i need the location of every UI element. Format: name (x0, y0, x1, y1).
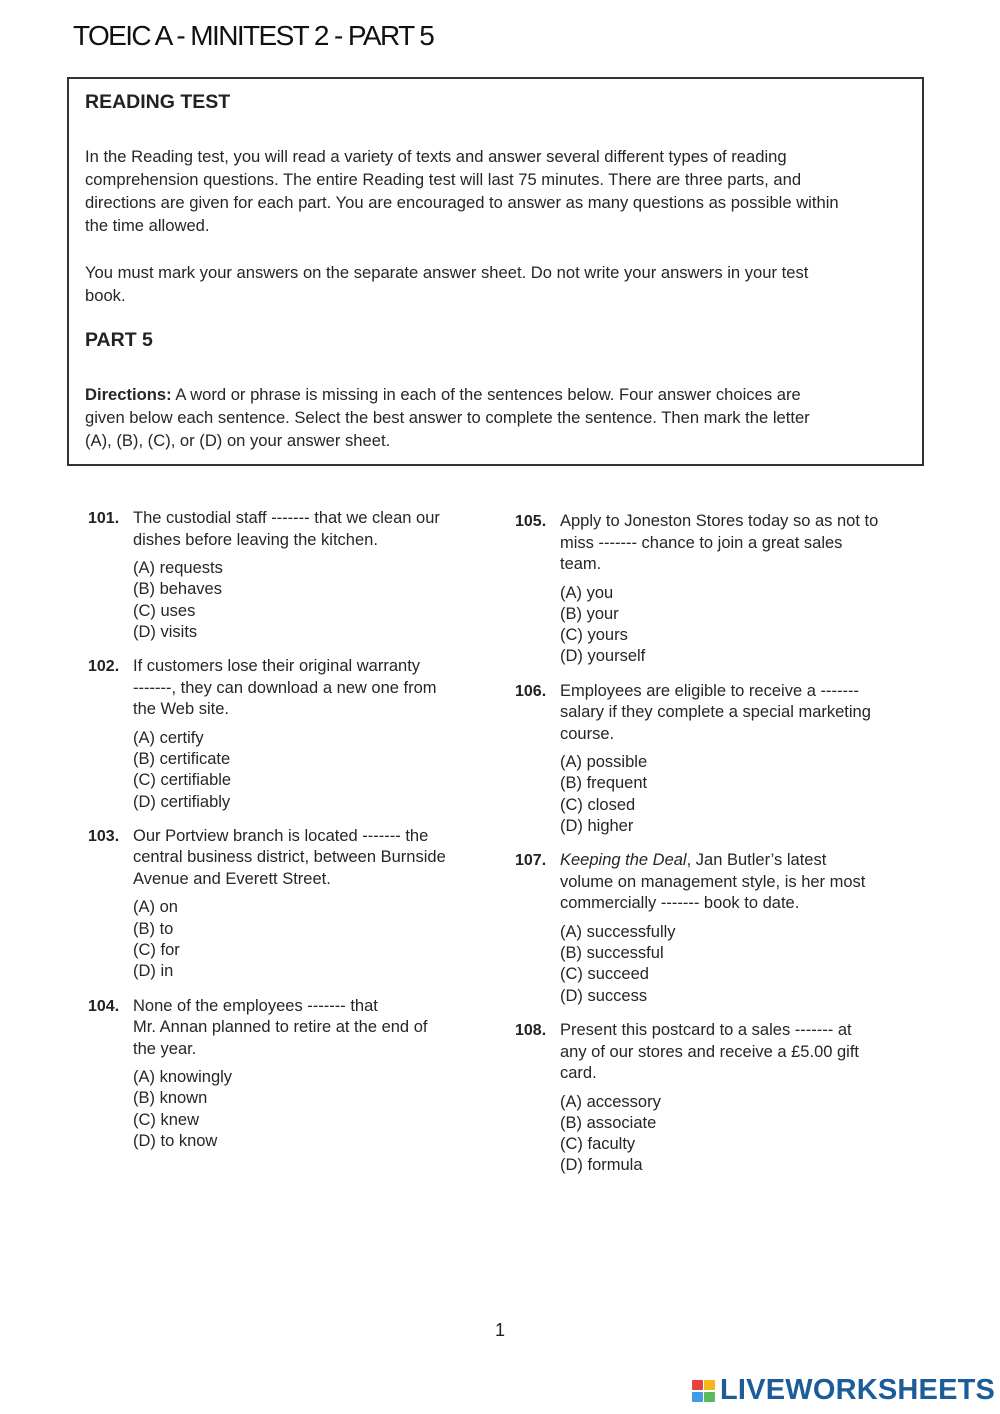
option-d[interactable]: (D) formula (560, 1156, 643, 1175)
option-b[interactable]: (B) frequent (560, 774, 648, 793)
intro-line: the time allowed. (85, 216, 210, 235)
directions-label: Directions: (85, 385, 172, 404)
option-a[interactable]: (A) on (133, 898, 178, 917)
answer-options (133, 728, 488, 813)
option-c[interactable]: (C) succeed (560, 965, 649, 984)
option-b[interactable]: (B) your (560, 604, 619, 623)
question-108 (515, 1020, 915, 1177)
directions-line (85, 383, 915, 406)
question-text: Keeping the Deal, Jan Butler’s latest volume on management style, is her most commercially ------- book to date. (560, 851, 866, 913)
directions-line: given below each sentence. Select the best answer to complete the sentence. Then mark the letter (85, 408, 810, 427)
option-c[interactable]: (C) closed (560, 795, 636, 814)
liveworksheets-blocks-icon (692, 1378, 716, 1404)
intro-line: In the Reading test, you will read a variety of texts and answer several different types of reading (85, 147, 787, 166)
question-107 (515, 850, 915, 1007)
questions-right-column (515, 511, 915, 1190)
question-101 (88, 508, 488, 643)
option-c[interactable]: (C) uses (133, 601, 196, 620)
page-number: 1 (494, 1320, 505, 1340)
option-c[interactable]: (C) yours (560, 626, 628, 645)
directions-line: (A), (B), (C), or (D) on your answer sheet. (85, 431, 391, 450)
option-b[interactable]: (B) behaves (133, 580, 222, 599)
question-number: 101. (88, 510, 120, 527)
answer-options (560, 1092, 915, 1177)
question-102 (88, 656, 488, 813)
answer-options (560, 752, 915, 837)
answer-options (133, 558, 488, 643)
note-line: You must mark your answers on the separate answer sheet. Do not write your answers in your test (85, 263, 809, 282)
option-c[interactable]: (C) certifiable (133, 771, 232, 790)
option-b[interactable]: (B) known (133, 1089, 208, 1108)
option-b[interactable]: (B) successful (560, 944, 664, 963)
answer-options (133, 1067, 488, 1152)
question-number: 108. (515, 1022, 547, 1040)
part5-directions (85, 383, 915, 452)
question-105 (515, 511, 915, 668)
option-a[interactable]: (A) requests (133, 559, 223, 577)
question-104 (88, 996, 488, 1153)
questions-left-column (88, 508, 488, 1165)
question-text: If customers lose their original warranty -------, they can download a new one from the Web site. (133, 657, 437, 719)
intro-line: directions are given for each part. You are encouraged to answer as many questions as possible within (85, 193, 839, 212)
question-103 (88, 826, 488, 983)
question-number: 107. (515, 852, 547, 870)
option-c[interactable]: (C) for (133, 940, 180, 959)
option-d[interactable]: (D) certifiably (133, 792, 231, 811)
liveworksheets-logo[interactable] (692, 1374, 995, 1407)
option-d[interactable]: (D) in (133, 962, 174, 981)
option-c[interactable]: (C) knew (133, 1110, 200, 1129)
question-number: 103. (88, 827, 120, 845)
question-number: 106. (515, 682, 547, 700)
question-number: 105. (515, 513, 547, 530)
option-d[interactable]: (D) higher (560, 817, 634, 836)
question-number: 104. (88, 997, 120, 1015)
answer-options (560, 922, 915, 1007)
option-d[interactable]: (D) visits (133, 622, 198, 641)
option-c[interactable]: (C) faculty (560, 1135, 636, 1154)
option-d[interactable]: (D) yourself (560, 647, 646, 666)
question-106 (515, 681, 915, 838)
option-a[interactable]: (A) successfully (560, 922, 676, 941)
answer-sheet-note (85, 261, 915, 307)
liveworksheets-wordmark: LIVEWORKSHEETS (720, 1374, 996, 1406)
question-text: Our Portview branch is located ------- the central business district, between Burnside Avenue and Everett Street. (133, 826, 446, 888)
option-d[interactable]: (D) to know (133, 1131, 218, 1150)
reading-test-intro (85, 145, 915, 237)
option-a[interactable]: (A) you (560, 583, 614, 602)
option-b[interactable]: (B) to (133, 919, 174, 938)
reading-test-heading: READING TEST (85, 91, 231, 113)
answer-options (560, 583, 915, 668)
option-d[interactable]: (D) success (560, 986, 648, 1005)
question-text: None of the employees ------- that Mr. Annan planned to retire at the end of the year. (133, 996, 428, 1058)
book-title: Keeping the Deal (560, 851, 687, 870)
option-a[interactable]: (A) accessory (560, 1092, 661, 1111)
option-a[interactable]: (A) possible (560, 753, 648, 772)
question-text: The custodial staff ------- that we clean our dishes before leaving the kitchen. (133, 509, 440, 549)
question-number: 102. (88, 658, 120, 676)
intro-line: comprehension questions. The entire Reading test will last 75 minutes. There are three parts, and (85, 170, 802, 189)
part5-heading: PART 5 (85, 329, 153, 351)
option-b[interactable]: (B) associate (560, 1113, 657, 1132)
answer-options (133, 897, 488, 982)
option-a[interactable]: (A) certify (133, 728, 204, 747)
option-b[interactable]: (B) certificate (133, 749, 231, 768)
option-a[interactable]: (A) knowingly (133, 1068, 233, 1087)
page-title: TOEIC A - MINITEST 2 - PART 5 (73, 20, 434, 51)
question-text: Present this postcard to a sales ------- at any of our stores and receive a £5.00 gift card. (560, 1021, 860, 1083)
question-text: Employees are eligible to receive a ------- salary if they complete a special marketing course. (560, 681, 871, 743)
directions-text: A word or phrase is missing in each of the sentences below. Four answer choices are (171, 385, 801, 404)
question-text: Apply to Joneston Stores today so as not to miss ------- chance to join a great sales team. (560, 512, 879, 573)
instructions-box (67, 77, 924, 466)
note-line: book. (85, 286, 126, 305)
